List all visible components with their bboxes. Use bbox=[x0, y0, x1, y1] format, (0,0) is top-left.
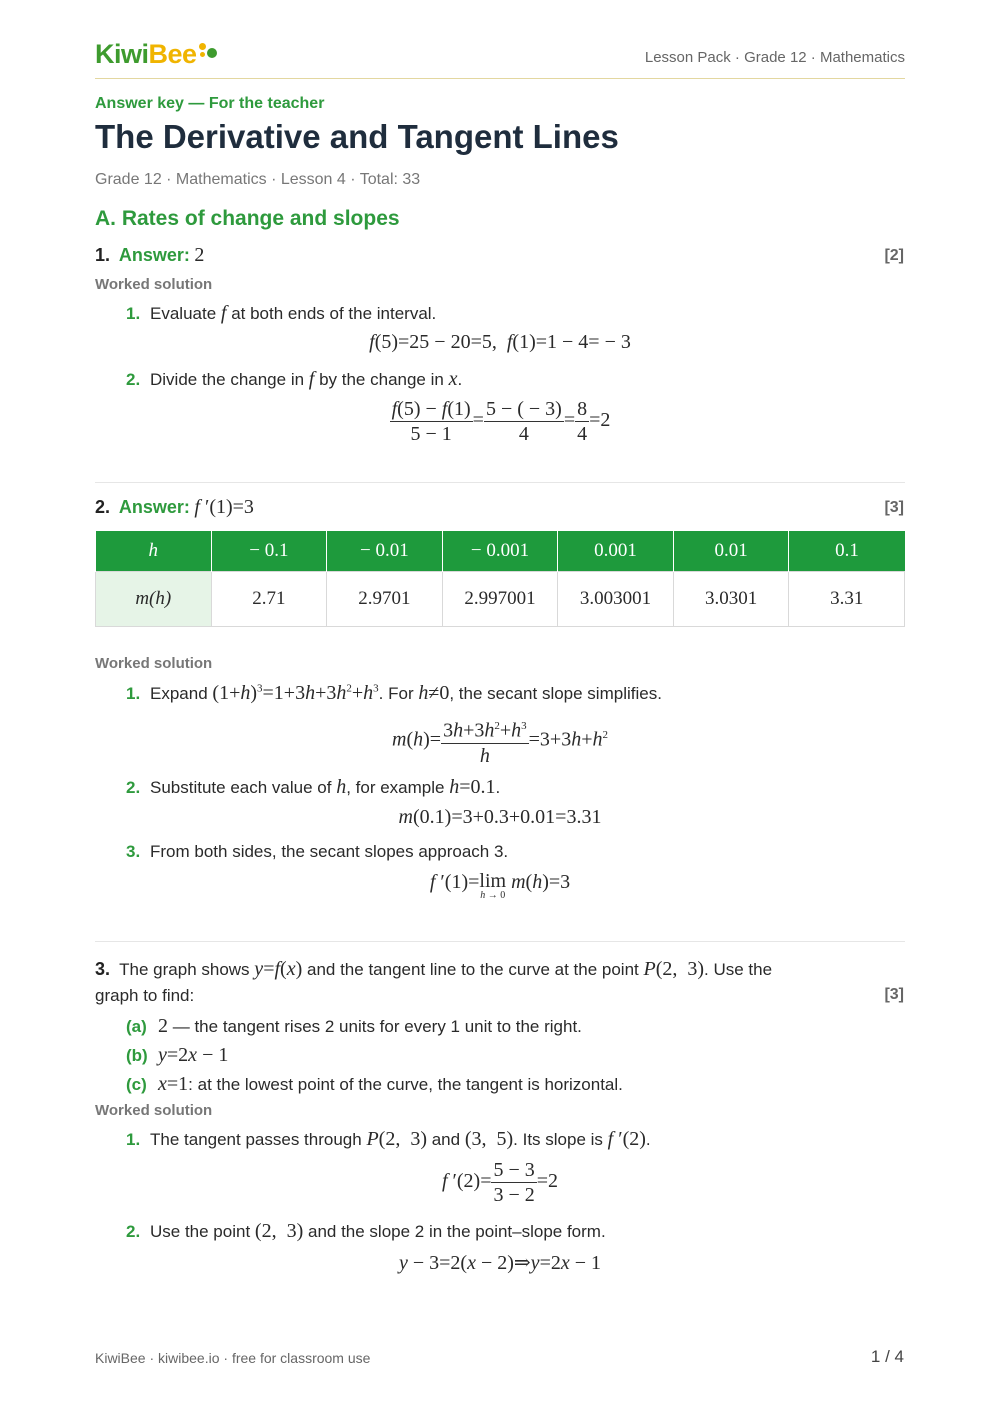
q3-part-c: (c) x=1: at the lowest point of the curve, the tangent is horizontal. bbox=[126, 1073, 623, 1095]
kiwibee-logo: KiwiBee bbox=[95, 39, 197, 69]
footer-text: KiwiBee · kiwibee.io · free for classroom use bbox=[95, 1350, 371, 1366]
answer-key-label: Answer key — For the teacher bbox=[95, 95, 325, 112]
breadcrumb: Lesson Pack · Grade 12 · Mathematics bbox=[644, 49, 905, 66]
q2-step-1: 1. Expand $(1+h)^3=1+3h+3h^2+h^3$. For h≠0, the secant slope simplifies. bbox=[126, 682, 662, 704]
q2-worked-solution-label: Worked solution bbox=[95, 655, 213, 672]
table-cell: 2.997001 bbox=[442, 572, 558, 627]
table-cell: 2.9701 bbox=[327, 572, 443, 627]
divider bbox=[95, 941, 905, 942]
table-row bbox=[96, 572, 905, 627]
bee-dots-icon bbox=[199, 43, 219, 61]
page-header bbox=[95, 36, 905, 79]
q2-step-3-equation: f ′(1)=lim h → 0 m(h)=3 bbox=[429, 870, 571, 901]
q1-marks: [2] bbox=[884, 247, 904, 264]
q1-step-2-equation: $\frac{f(5) - f(1)}{5 - 1}$ = $\frac{5 - ( - 3)}{4}$ = $\frac{8}{4}$ =2 bbox=[391, 398, 611, 445]
table-cell: 3.003001 bbox=[558, 572, 674, 627]
table-header-row bbox=[96, 531, 905, 572]
q1-step-1-equation: f(5)=25 − 20=5, f(1)=1 − 4= − 3 bbox=[369, 331, 631, 353]
q1-step-1: 1. Evaluate f at both ends of the interval. bbox=[126, 302, 437, 324]
table-header-cell: 0.1 bbox=[789, 531, 905, 572]
page-number: 1 / 4 bbox=[870, 1347, 904, 1366]
table-cell: 3.0301 bbox=[673, 572, 789, 627]
q3-step-2-equation: y − 3=2(x − 2)⇒y=2x − 1 bbox=[398, 1252, 602, 1274]
q2-step-2: 2. Substitute each value of h, for example h=0.1. bbox=[126, 776, 501, 798]
q1-answer: 1. Answer: 2 bbox=[95, 244, 205, 266]
q3-step-1-equation: f ′(2)= $\frac{5 - 3}{3 - 2}$ =2 bbox=[441, 1159, 559, 1206]
table-cell: 3.31 bbox=[789, 572, 905, 627]
table-header-cell: − 0.001 bbox=[442, 531, 558, 572]
q2-step-2-equation: m(0.1)=3+0.3+0.01=3.31 bbox=[398, 806, 602, 828]
table-header-cell: 0.001 bbox=[558, 531, 674, 572]
divider bbox=[95, 482, 905, 483]
q2-answer: 2. Answer: f ′(1)=3 bbox=[95, 496, 254, 518]
table-header-cell: − 0.1 bbox=[211, 531, 327, 572]
q3-step-2: 2. Use the point (2, 3) and the slope 2 in the point–slope form. bbox=[126, 1220, 606, 1242]
q3-worked-solution-label: Worked solution bbox=[95, 1102, 213, 1119]
table-header-cell: − 0.01 bbox=[327, 531, 443, 572]
q2-marks: [3] bbox=[884, 499, 904, 516]
q3-part-a: (a) 2 — the tangent rises 2 units for every 1 unit to the right. bbox=[126, 1015, 582, 1037]
q1-worked-solution-label: Worked solution bbox=[95, 276, 213, 293]
lesson-meta: Grade 12 · Mathematics · Lesson 4 · Total: 33 bbox=[95, 171, 421, 188]
table-cell: 2.71 bbox=[211, 572, 327, 627]
q3-marks: [3] bbox=[884, 986, 904, 1003]
q2-step-1-equation: m(h)= $\frac{3h+3h^2+h^3}{h}$ $=3+3h+h^2$ bbox=[95, 714, 905, 768]
secant-slope-table bbox=[95, 531, 905, 627]
q3-prompt: 3. The graph shows y=f(x) and the tangent line to the curve at the point P(2, 3). Use the graph to find: bbox=[95, 958, 773, 1005]
page-title: The Derivative and Tangent Lines bbox=[95, 118, 619, 155]
table-header-cell: 0.01 bbox=[673, 531, 789, 572]
table-header-h: h bbox=[96, 531, 212, 572]
q1-step-2: 2. Divide the change in f by the change in x. bbox=[126, 368, 463, 390]
q3-step-1: 1. The tangent passes through P(2, 3) and (3, 5). Its slope is f ′(2). bbox=[126, 1128, 651, 1150]
q2-step-3: 3. From both sides, the secant slopes approach 3. bbox=[126, 842, 509, 861]
section-a-heading: A. Rates of change and slopes bbox=[95, 207, 400, 230]
q3-part-b: (b) y=2x − 1 bbox=[126, 1044, 229, 1066]
table-row-label: m(h) bbox=[96, 572, 212, 627]
